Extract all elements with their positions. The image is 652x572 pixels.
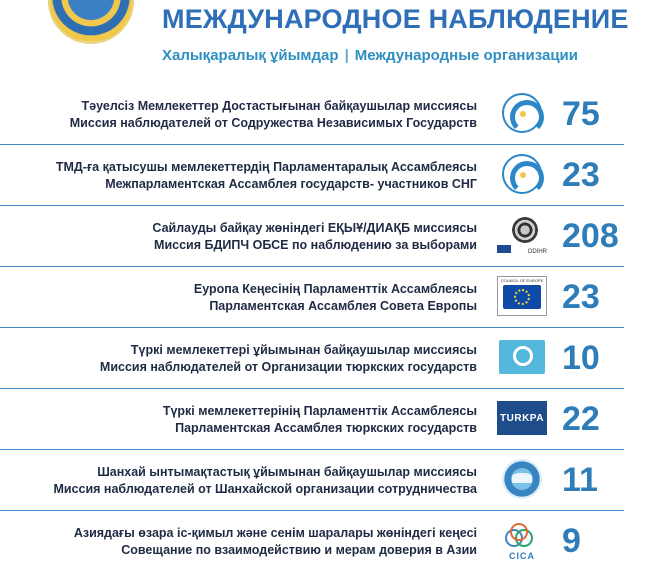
org-name-ru: Парламентская Ассамблея Совета Европы (209, 299, 477, 313)
organizations-list (0, 84, 624, 572)
org-name (163, 403, 477, 437)
council-of-europe-logo-icon: COUNCIL OF EUROPE (497, 276, 547, 316)
org-name-kz: Тәуелсіз Мемлекеттер Достастығынан байқаушылар миссиясы (81, 99, 477, 113)
cis-logo-icon (497, 154, 547, 194)
list-item (0, 389, 624, 450)
list-item (0, 84, 624, 145)
observer-count: 9 (562, 522, 581, 560)
list-item (0, 267, 624, 328)
page-title: МЕЖДУНАРОДНОЕ НАБЛЮДЕНИЕ (162, 4, 629, 34)
org-name-ru: Межпарламентская Ассамблея государств- участников СНГ (105, 177, 477, 191)
org-name (152, 220, 477, 254)
org-name-kz: Сайлауды байқау жөніндегі ЕҚЫҰ/ДИАҚБ миссиясы (152, 221, 477, 235)
org-name-kz: Шанхай ынтымақтастық ұйымынан байқаушылар миссиясы (97, 465, 477, 479)
observer-count: 23 (562, 156, 600, 194)
list-item (0, 206, 624, 267)
org-name (70, 98, 477, 132)
org-name (56, 159, 477, 193)
org-name-kz: Еуропа Кеңесінің Парламенттік Ассамблеясы (193, 282, 477, 296)
observer-count: 10 (562, 339, 600, 377)
subtitle-ru: Международные организации (354, 47, 578, 64)
org-name (100, 342, 477, 376)
org-name-ru: Совещание по взаимодействию и мерам доверия в Азии (121, 543, 477, 557)
org-name-ru: Миссия наблюдателей от Шанхайской организации сотрудничества (53, 482, 477, 496)
cis-logo-icon (497, 93, 547, 133)
list-item (0, 145, 624, 206)
subtitle (162, 47, 624, 64)
org-name-kz: ТМД-ға қатысушы мемлекеттердің Парламентаралық Ассамблеясы (55, 160, 477, 174)
observer-count: 208 (562, 217, 619, 255)
subtitle-kz: Халықаралық ұйымдар (162, 47, 339, 64)
observer-count: 22 (562, 400, 600, 438)
org-name-kz: Түркі мемлекеттерінің Парламенттік Ассамблеясы (162, 404, 477, 418)
turkpa-logo-icon: TURKPA (497, 398, 547, 438)
osce-odihr-logo-icon: ODIHR (497, 215, 547, 255)
org-name-ru: Миссия БДИПЧ ОБСЕ по наблюдению за выборами (154, 238, 477, 252)
list-item (0, 511, 624, 572)
observer-count: 75 (562, 95, 600, 133)
org-name-ru: Парламентская Ассамблея тюркских государств (175, 421, 477, 435)
org-name (74, 525, 477, 559)
org-name (53, 464, 477, 498)
org-name (194, 281, 477, 315)
list-item (0, 328, 624, 389)
observer-count: 11 (562, 461, 598, 499)
org-name-ru: Миссия наблюдателей от Содружества Независимых Государств (69, 116, 477, 130)
list-item (0, 450, 624, 511)
ots-logo-icon (497, 337, 547, 377)
org-name-kz: Азиядағы өзара іс-қимыл және сенім шаралары жөніндегі кеңесі (73, 526, 477, 540)
org-name-kz: Түркі мемлекеттері ұйымынан байқаушылар миссиясы (130, 343, 477, 357)
header (0, 0, 629, 88)
cica-logo-icon: CICA (497, 520, 547, 560)
sco-logo-icon (497, 459, 547, 499)
org-name-ru: Миссия наблюдателей от Организации тюркских государств (99, 360, 477, 374)
kazakhstan-emblem-icon (48, 0, 134, 44)
observer-count: 23 (562, 278, 600, 316)
subtitle-separator: | (344, 47, 349, 64)
